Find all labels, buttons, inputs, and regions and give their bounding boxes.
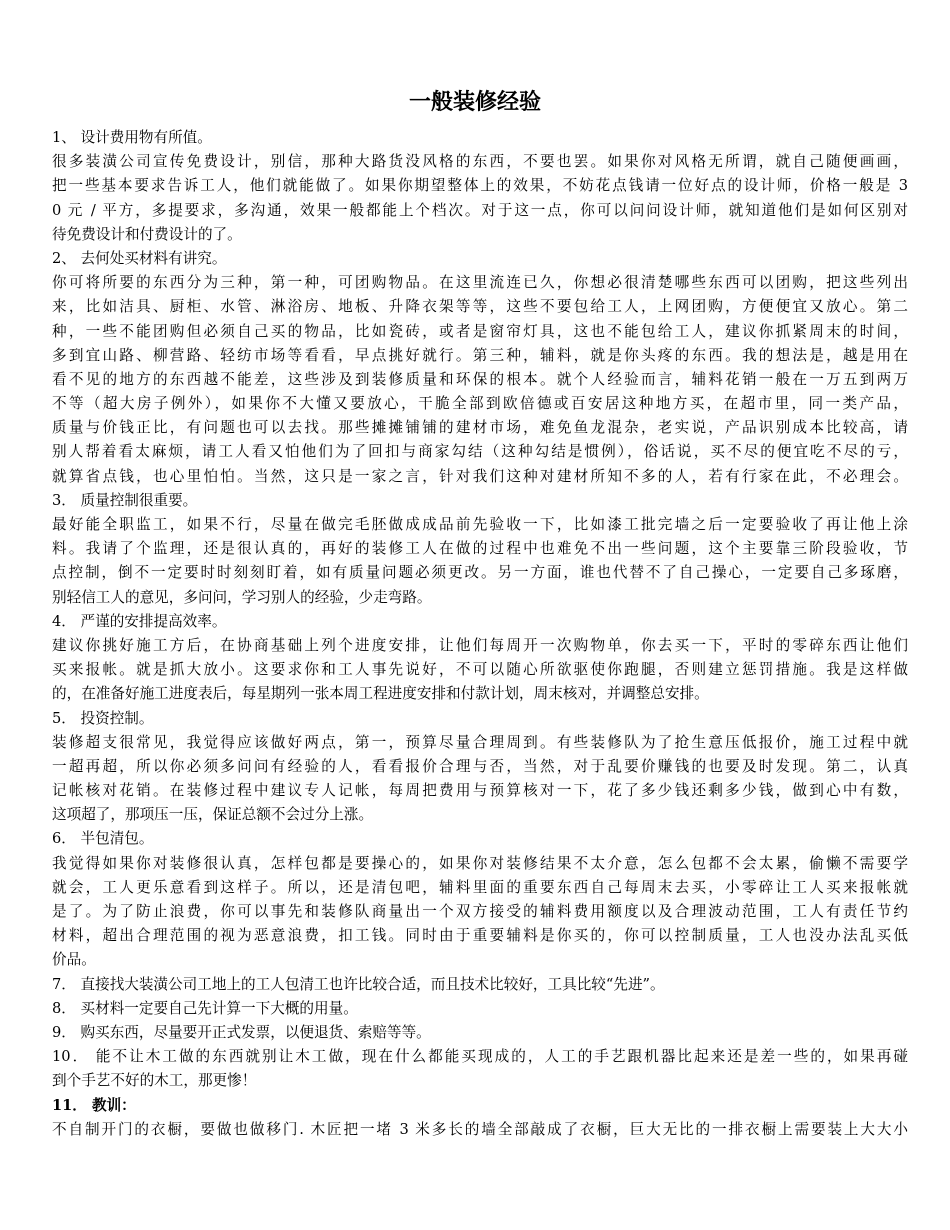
text-line: 3． 质量控制很重要。 — [52, 491, 198, 509]
text-line: 你可将所要的东西分为三种，第一种，可团购物品。在这里流连已久，你想必很清楚哪些东西可以团购，把这些列出 — [52, 274, 908, 292]
text-line: 10． 能不让木工做的东西就别让木工做，现在什么都能买现成的，人工的手艺跟机器比起来还是差一些的，如果再碰 — [52, 1048, 908, 1066]
text-line: 就会，工人更乐意看到这样子。所以，还是清包吧，辅料里面的重要东西自己每周末去买，小零碎让工人买来报帐就 — [52, 878, 908, 896]
text-line: 5． 投资控制。 — [52, 709, 154, 727]
text-line: 6． 半包清包。 — [52, 830, 154, 848]
text-line: 材料，超出合理范围的视为恶意浪费，扣工钱。同时由于重要辅料是你买的，你可以控制质量，工人也没办法乱买低 — [52, 927, 908, 945]
text-line: 的，在准备好施工进度表后，每星期列一张本周工程进度安排和付款计划，周末核对，并调整总安排。 — [52, 685, 709, 703]
text-line: 8． 买材料一定要自己先计算一下大概的用量。 — [52, 999, 358, 1017]
text-line: 我觉得如果你对装修很认真，怎样包都是要操心的，如果你对装修结果不太介意，怎么包都不会太累，偷懒不需要学 — [52, 854, 908, 872]
text-line: 料。我请了个监理，还是很认真的，再好的装修工人在做的过程中也难免不出一些问题，这个主要靠三阶段验收，节 — [52, 540, 908, 558]
text-line: 装修超支很常见，我觉得应该做好两点，第一，预算尽量合理周到。有些装修队为了抢生意压低报价，施工过程中就 — [52, 733, 908, 751]
text-line: 点控制，倒不一定要时时刻刻盯着，如有质量问题必须更改。另一方面，谁也代替不了自己操心，一定要自己多琢磨， — [52, 564, 908, 582]
document-body — [52, 126, 908, 1142]
text-line: 看不见的地方的东西越不能差，这些涉及到装修质量和环保的根本。就个人经验而言，辅料花销一般在一万五到两万 — [52, 370, 908, 388]
text-line: 2、 去何处买材料有讲究。 — [52, 249, 227, 267]
text-line: 价品。 — [52, 951, 96, 969]
text-line: 0 元 / 平方，多提要求，多沟通，效果一般都能上个档次。对于这一点，你可以问问设计师，就知道他们是如何区别对 — [52, 201, 908, 219]
text-line: 9． 购买东西，尽量要开正式发票，以便退货、索赔等等。 — [52, 1023, 431, 1041]
text-line: 待免费设计和付费设计的了。 — [52, 225, 242, 243]
text-line: 种，一些不能团购但必须自己买的物品，比如瓷砖，或者是窗帘灯具，这也不能包给工人，建议你抓紧周末的时间， — [52, 322, 908, 340]
section-heading: 11． 教训： — [52, 1096, 136, 1114]
text-line: 这项超了，那项压一压，保证总额不会过分上涨。 — [52, 806, 374, 824]
text-line: 建议你挑好施工方后，在协商基础上列个进度安排，让他们每周开一次购物单，你去买一下，平时的零碎东西让他们 — [52, 636, 908, 654]
text-line: 不等（超大房子例外），如果你不大懂又要放心，干脆全部到欧倍德或百安居这种地方买，在超市里，同一类产品， — [52, 395, 908, 413]
text-line: 不自制开门的衣橱，要做也做移门. 木匠把一堵 3 米多长的墙全部敲成了衣橱，巨大无比的一排衣橱上需要装上大大小 — [52, 1120, 908, 1138]
text-line: 一超再超，所以你必须多问问有经验的人，看看报价合理与否，当然，对于乱要价赚钱的也要及时发现。第二，认真 — [52, 757, 908, 775]
text-line: 把一些基本要求告诉工人，他们就能做了。如果你期望整体上的效果，不妨花点钱请一位好点的设计师，价格一般是 3 — [52, 177, 908, 195]
document-title: 一般装修经验 — [408, 89, 541, 115]
text-line: 别轻信工人的意见，多问问，学习别人的经验，少走弯路。 — [52, 588, 432, 606]
text-line: 是了。为了防止浪费，你可以事先和装修队商量出一个双方接受的辅料费用额度以及合理波动范围，工人有责任节约 — [52, 903, 908, 920]
text-line: 多到宜山路、柳营路、轻纺市场等看看，早点挑好就行。第三种，辅料，就是你头疼的东西。我的想法是，越是用在 — [52, 346, 908, 364]
text-line: 到个手艺不好的木工，那更惨！ — [52, 1072, 257, 1090]
text-line: 买来报帐。就是抓大放小。这要求你和工人事先说好，不可以随心所欲驱使你跑腿，否则建立惩罚措施。我是这样做 — [52, 661, 908, 679]
text-line: 4． 严谨的安排提高效率。 — [52, 612, 227, 630]
text-line: 来，比如洁具、厨柜、水管、淋浴房、地板、升降衣架等等，这些不要包给工人，上网团购，方便便宜又放心。第二 — [52, 298, 908, 316]
text-line: 1、 设计费用物有所值。 — [52, 129, 212, 146]
text-line: 质量与价钱正比，有问题也可以去找。那些摊摊铺铺的建材市场，难免鱼龙混杂，老实说，产品识别成本比较高，请 — [52, 419, 908, 437]
text-line: 最好能全职监工，如果不行，尽量在做完毛胚做成成品前先验收一下，比如漆工批完墙之后一定要验收了再让他上涂 — [52, 516, 908, 533]
text-line: 别人帮着看太麻烦，请工人看又怕他们为了回扣与商家勾结（这种勾结是惯例），俗话说，买不尽的便宜吃不尽的亏， — [52, 443, 908, 461]
text-line: 就算省点钱，也心里怕怕。当然，这只是一家之言，针对我们这种对建材所知不多的人，若有行家在此，不必理会。 — [52, 467, 908, 485]
text-line: 7． 直接找大装潢公司工地上的工人包清工也许比较合适，而且技术比较好，工具比较“先进”。 — [52, 975, 665, 993]
text-line: 记帐核对花销。在装修过程中建议专人记帐，每周把费用与预算核对一下，花了多少钱还剩多少钱，做到心中有数， — [52, 782, 908, 800]
text-line: 很多装潢公司宣传免费设计，别信，那种大路货没风格的东西，不要也罢。如果你对风格无所谓，就自己随便画画， — [52, 153, 908, 171]
